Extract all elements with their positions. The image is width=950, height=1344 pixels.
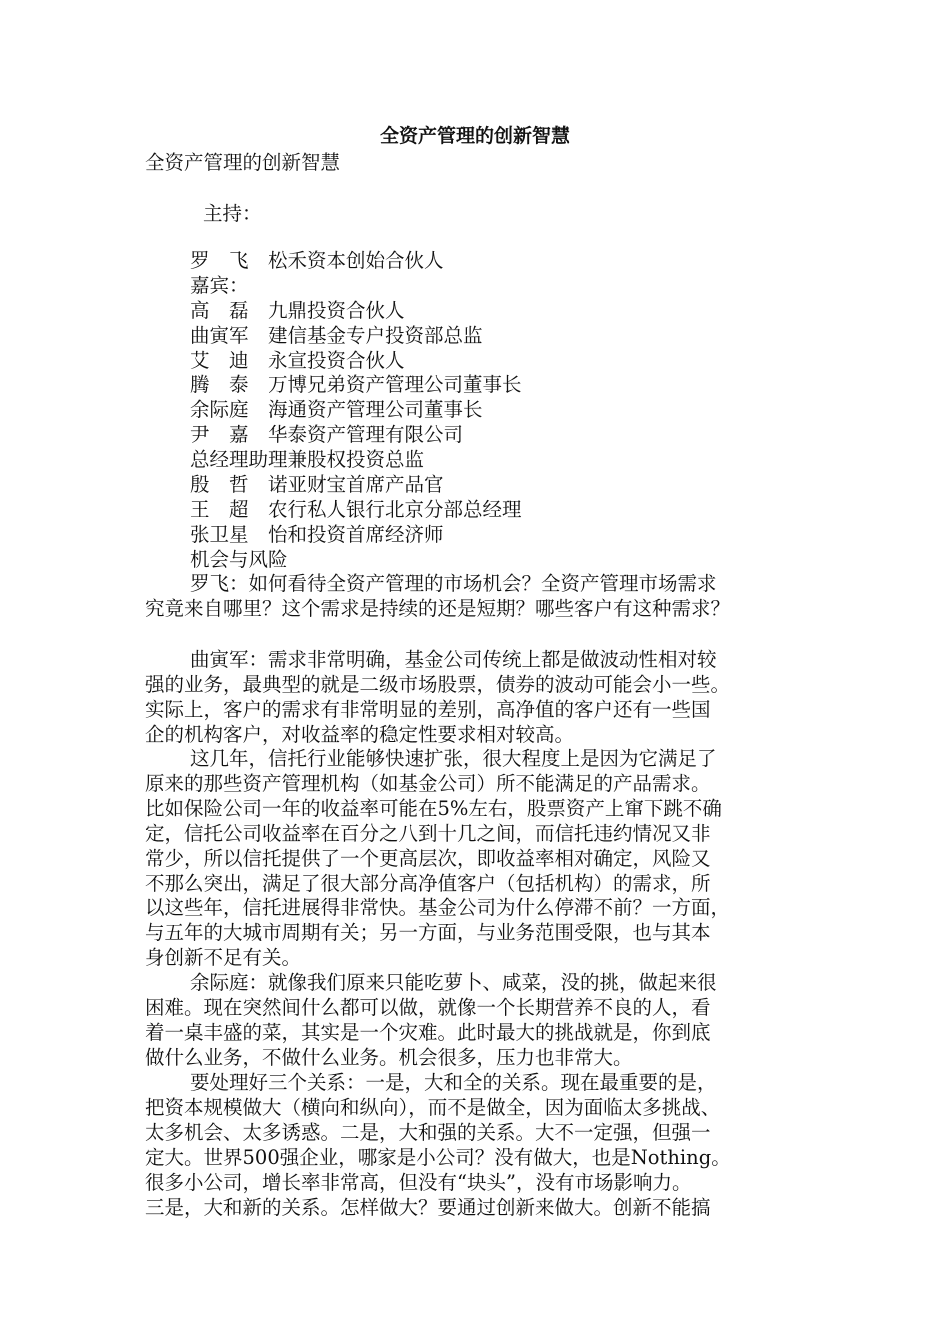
roster-line: 余际庭 海通资产管理公司董事长 <box>190 398 483 422</box>
host-label: 主持： <box>203 202 262 225</box>
roster-line: 张卫星 怡和投资首席经济师 <box>190 522 444 546</box>
paragraph <box>145 747 805 971</box>
roster-line: 殷 哲 诺亚财宝首席产品官 <box>190 473 444 497</box>
paragraph-line: 曲寅军：需求非常明确，基金公司传统上都是做波动性相对较 <box>190 648 717 671</box>
paragraph <box>145 648 805 748</box>
document-subtitle: 全资产管理的创新智慧 <box>145 151 341 174</box>
roster-line: 王 超 农行私人银行北京分部总经理 <box>190 497 522 521</box>
paragraph-line: 这几年，信托行业能够快速扩张，很大程度上是因为它满足了 <box>190 747 717 770</box>
paragraph-line: 实际上，客户的需求有非常明显的差别，高净值的客户还有一些国 <box>145 697 711 721</box>
paragraph-line: 很多小公司，增长率非常高，但没有“块头”，没有市场影响力。 <box>145 1170 692 1194</box>
roster-line: 总经理助理兼股权投资总监 <box>190 448 425 472</box>
roster-line: 高 磊 九鼎投资合伙人 <box>190 298 405 322</box>
paragraph <box>145 572 805 622</box>
paragraph-line: 与五年的大城市周期有关；另一方面，与业务范围受限，也与其本 <box>145 921 711 945</box>
paragraph-line: 着一桌丰盛的菜，其实是一个灾难。此时最大的挑战就是，你到底 <box>145 1020 711 1044</box>
paragraph <box>145 971 805 1071</box>
paragraph-line: 困难。现在突然间什么都可以做，就像一个长期营养不良的人，看 <box>145 995 711 1019</box>
paragraph-line: 罗飞：如何看待全资产管理的市场机会？全资产管理市场需求 <box>190 572 717 595</box>
paragraph-line: 定，信托公司收益率在百分之八到十几之间，而信托违约情况又非 <box>145 821 711 845</box>
paragraph <box>145 1071 805 1220</box>
paragraph-line: 定大。世界500强企业，哪家是小公司？没有做大，也是Nothing。 <box>145 1145 731 1169</box>
paragraph-line: 强的业务，最典型的就是二级市场股票，债券的波动可能会小一些。 <box>145 672 731 696</box>
section-heading: 机会与风险 <box>190 547 288 571</box>
roster-line: 艾 迪 永宣投资合伙人 <box>190 348 405 372</box>
paragraph-line: 原来的那些资产管理机构（如基金公司）所不能满足的产品需求。 <box>145 771 711 795</box>
paragraph-line: 把资本规模做大（横向和纵向），而不是做全，因为面临太多挑战、 <box>145 1095 721 1119</box>
roster-line: 嘉宾： <box>190 273 249 297</box>
paragraph-line: 企的机构客户，对收益率的稳定性要求相对较高。 <box>145 722 575 746</box>
paragraph-line: 常少，所以信托提供了一个更高层次，即收益率相对确定，风险又 <box>145 846 711 870</box>
document-title: 全资产管理的创新智慧 <box>379 125 570 147</box>
roster-line: 曲寅军 建信基金专户投资部总监 <box>190 323 483 347</box>
paragraph-line: 不那么突出，满足了很大部分高净值客户（包括机构）的需求，所 <box>145 871 711 895</box>
paragraph-line: 以这些年，信托进展得非常快。基金公司为什么停滞不前？一方面， <box>145 896 731 920</box>
paragraph-line: 余际庭：就像我们原来只能吃萝卜、咸菜，没的挑，做起来很 <box>190 971 717 994</box>
paragraph-line: 要处理好三个关系：一是，大和全的关系。现在最重要的是， <box>190 1071 717 1094</box>
paragraph-line: 太多机会、太多诱惑。二是，大和强的关系。大不一定强，但强一 <box>145 1120 711 1144</box>
paragraph-line: 三是，大和新的关系。怎样做大？要通过创新来做大。创新不能搞 <box>145 1195 711 1219</box>
roster-line: 腾 泰 万博兄弟资产管理公司董事长 <box>190 373 522 397</box>
roster-line: 罗 飞 松禾资本创始合伙人 <box>190 249 444 272</box>
participant-roster <box>190 249 522 573</box>
roster-line: 尹 嘉 华泰资产管理有限公司 <box>190 423 464 447</box>
paragraph-line: 做什么业务，不做什么业务。机会很多，压力也非常大。 <box>145 1045 633 1069</box>
paragraph-line: 比如保险公司一年的收益率可能在5%左右，股票资产上窜下跳不确 <box>145 796 722 820</box>
paragraph-line: 身创新不足有关。 <box>145 946 302 970</box>
paragraph-line: 究竟来自哪里？这个需求是持续的还是短期？哪些客户有这种需求？ <box>145 596 731 620</box>
